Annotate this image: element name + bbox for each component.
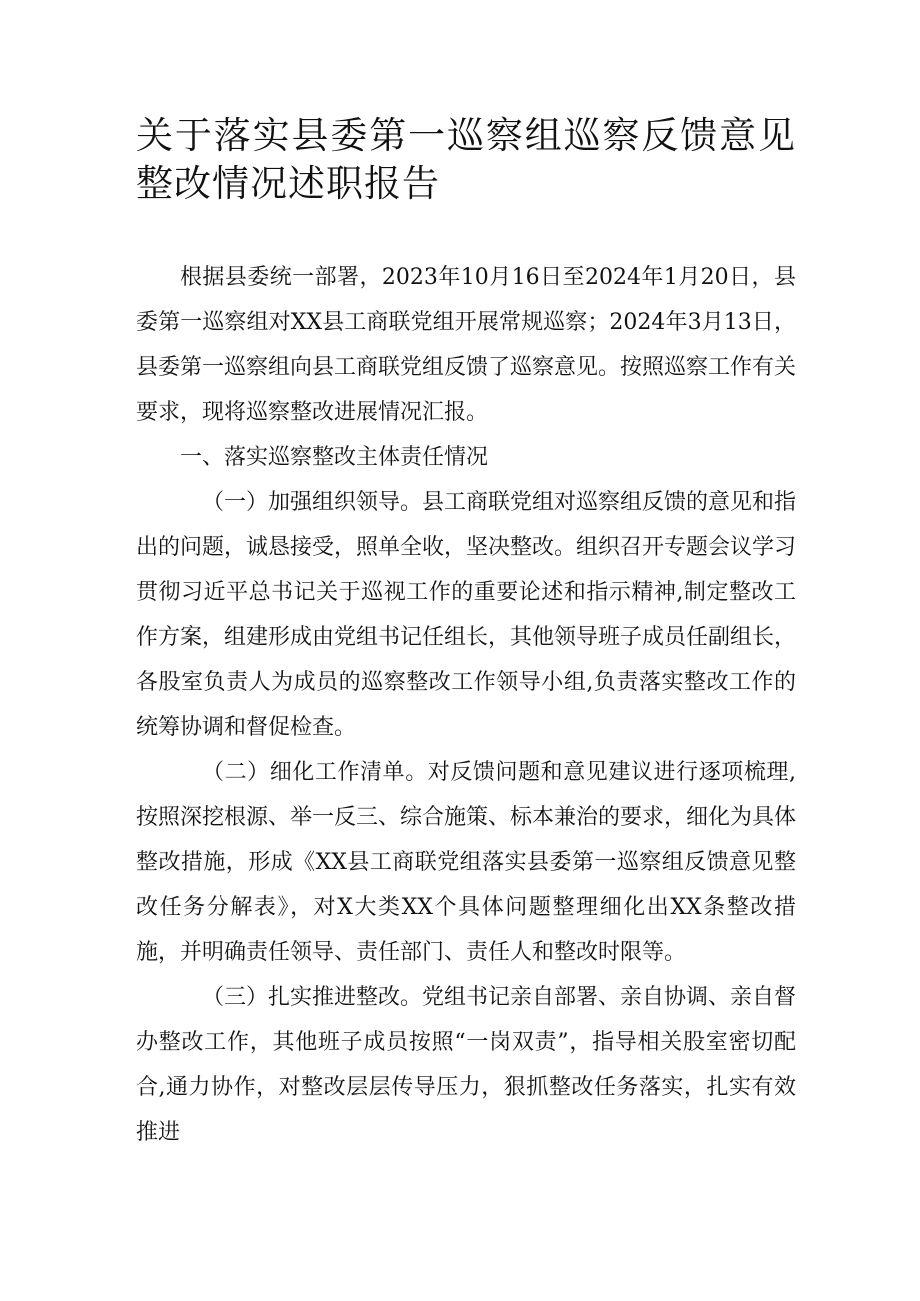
document-body [136,255,796,1155]
intro-paragraph: 根据县委统一部署，2023年10月16日至2024年1月20日，县委第一巡察组对XX县工商联党组开展常规巡察；2024年3月13日，县委第一巡察组向县工商联党组反馈了巡察意见。按照巡察工作有关要求，现将巡察整改进展情况汇报。 [136,265,797,425]
subsection-paragraph-3: （三）扎实推进整改。党组书记亲自部署、亲自协调、亲自督办整改工作，其他班子成员按照“一岗双责”，指导相关股室密切配合,通力协作，对整改层层传导压力，狠抓整改任务落实，扎实有效推进 [136,985,797,1145]
subsection-paragraph-1: （一）加强组织领导。县工商联党组对巡察组反馈的意见和指出的问题，诚恳接受，照单全收，坚决整改。组织召开专题会议学习贯彻习近平总书记关于巡视工作的重要论述和指示精神,制定整改工作方案，组建形成由党组书记任组长，其他领导班子成员任副组长，各股室负责人为成员的巡察整改工作领导小组,负责落实整改工作的统筹协调和督促检查。 [136,490,797,740]
section-heading: 一、落实巡察整改主体责任情况 [180,445,489,470]
document-title: 关于落实县委第一巡察组巡察反馈意见整改情况述职报告 [136,114,796,205]
subsection-paragraph-2: （二）细化工作清单。对反馈问题和意见建议进行逐项梳理,按照深挖根源、举一反三、综合施策、标本兼治的要求，细化为具体整改措施，形成《XX县工商联党组落实县委第一巡察组反馈意见整改任务分解表》，对X大类XX个具体问题整理细化出XX条整改措施，并明确责任领导、责任部门、责任人和整改时限等。 [136,760,797,965]
